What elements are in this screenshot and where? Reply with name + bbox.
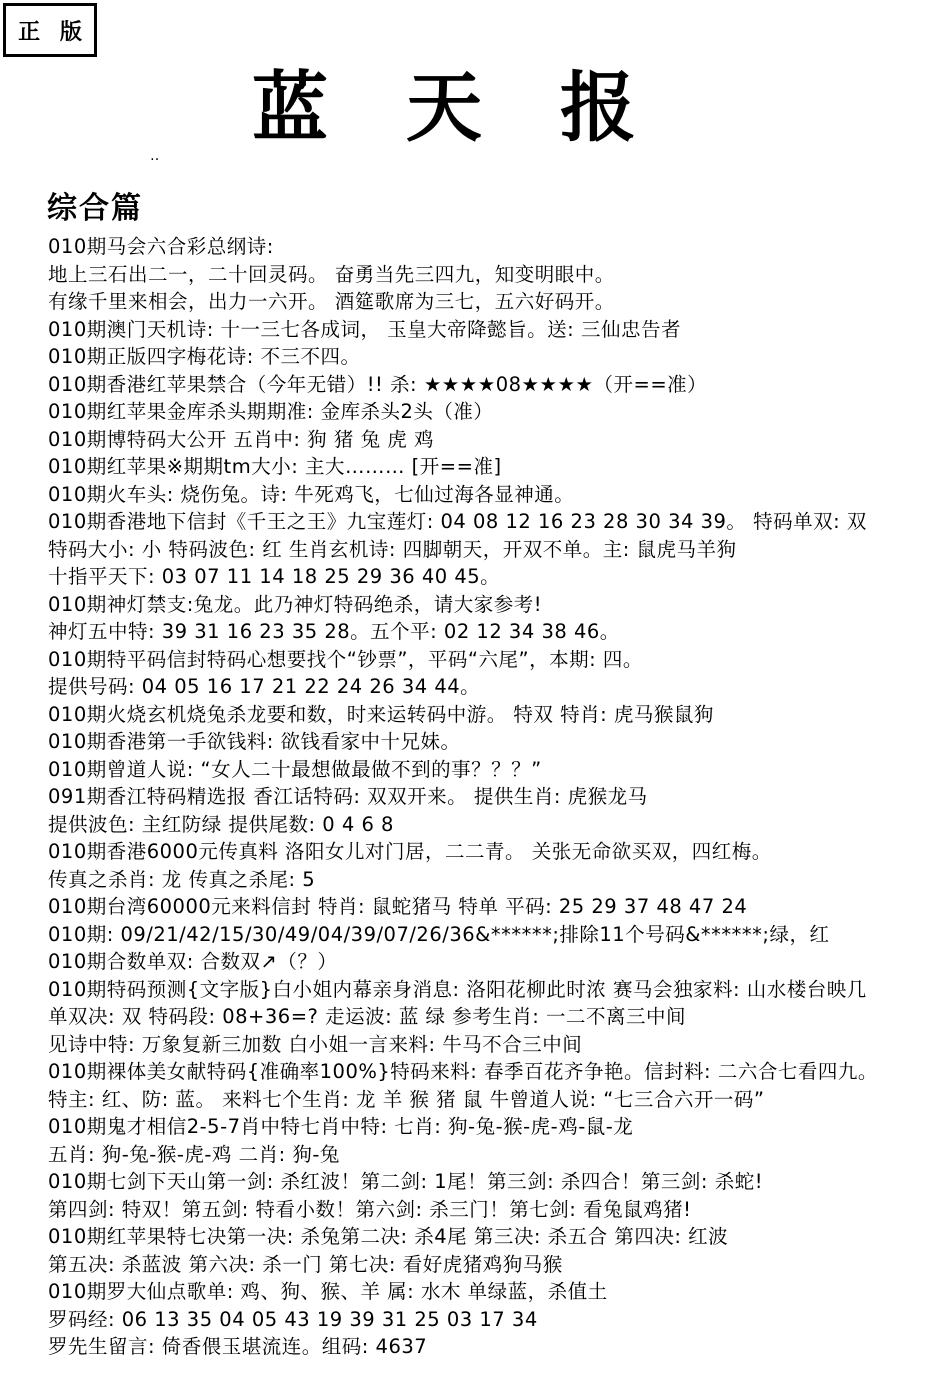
report-line: 010期火车头: 烧伤兔。诗: 牛死鸡飞，七仙过海各显神通。 [48,482,575,506]
report-line: 地上三石出二一，二十回灵码。 奋勇当先三四九，知变明眼中。 [48,262,615,286]
report-line: 有缘千里来相会，出力一六开。 酒筵歌席为三七，五六好码开。 [48,290,615,313]
report-line: 010期香港6000元传真料 洛阳女儿对门居，二二青。 关张无命欲买双，四红梅。 [48,840,772,863]
report-line: 010期罗大仙点歌单: 鸡、狗、猴、羊 属: 水木 单绿蓝，杀值土 [48,1280,608,1303]
report-line: 010期马会六合彩总纲诗: [48,235,274,258]
report-line: 010期正版四字梅花诗: 不三不四。 [48,345,361,368]
report-line: 罗码经: 06 13 35 04 05 43 19 39 31 25 03 17 34 [48,1307,538,1331]
report-line: 神灯五中特: 39 31 16 23 35 28。五个平: 02 12 34 38 46。 [48,620,620,643]
report-line: 罗先生留言: 倚香偎玉堪流连。组码: 4637 [48,1335,428,1358]
report-body [48,233,933,1361]
smudge-mark: ‥ [150,148,162,164]
report-line: 见诗中特: 万象复新三加数 白小姐一言来料: 牛马不合三中间 [48,1032,583,1056]
report-line: 传真之杀肖: 龙 传真之杀尾: 5 [48,867,316,891]
report-line: 010期红苹果金库杀头期期准: 金库杀头2头（准） [48,400,494,423]
report-line: 第五决: 杀蓝波 第六决: 杀一门 第七决: 看好虎猪鸡狗马猴 [48,1252,563,1276]
report-line: 十指平天下: 03 07 11 14 18 25 29 36 40 45。 [48,565,501,588]
report-line: 010期台湾60000元来料信封 特肖: 鼠蛇猪马 特单 平码: 25 29 37 48 47 24 [48,895,748,918]
edition-badge: 正 版 [3,3,97,57]
report-line: 010期香港地下信封《千王之王》九宝莲灯: 04 08 12 16 23 28 30 34 39。 特码单双: 双 [48,510,867,533]
report-line: 010期裸体美女献特码{准确率100%}特码来料: 春季百花齐争艳。信封料: 二六合七看四九。 [48,1060,878,1083]
report-line: 010期澳门天机诗: 十一三七各成词， 玉皇大帝降懿旨。送: 三仙忠告者 [48,317,681,341]
report-line: 010期香港第一手欲钱料: 欲钱看家中十兄妹。 [48,730,461,753]
report-line: 010期特码预测{文字版}白小姐内幕亲身消息: 洛阳花柳此时浓 赛马会独家料: 山水楼台映几 [48,977,867,1001]
report-line: 010期特平码信封特码心想要找个“钞票”，平码“六尾”，本期: 四。 [48,647,643,671]
report-line: 091期香江特码精选报 香江话特码: 双双开来。 提供生肖: 虎猴龙马 [48,785,648,808]
report-line: 010期红苹果※期期tm大小: 主大……… [开==准] [48,455,502,478]
report-line: 提供波色: 主红防绿 提供尾数: 0 4 6 8 [48,812,394,836]
report-line: 010期: 09/21/42/15/30/49/04/39/07/26/36&******;排除11个号码&******;绿，红 [48,922,830,946]
report-line: 010期博特码大公开 五肖中: 狗 猪 兔 虎 鸡 [48,427,434,451]
report-line: 单双决: 双 特码段: 08+36=? 走运波: 蓝 绿 参考生肖: 一二不离三中间 [48,1005,687,1028]
report-line: 010期神灯禁支:兔龙。此乃神灯特码绝杀，请大家参考! [48,592,543,616]
section-heading: 综合篇 [47,191,143,226]
report-line: 010期曾道人说: “女人二十最想做最做不到的事？？？” [48,757,542,781]
report-line: 010期七剑下天山第一剑: 杀红波！第二剑: 1尾！第三剑: 杀四合！第三剑: 杀蛇! [48,1170,764,1193]
report-line: 提供号码: 04 05 16 17 21 22 24 26 34 44。 [48,675,481,698]
report-line: 010期鬼才相信2-5-7肖中特七肖中特: 七肖: 狗-兔-猴-虎-鸡-鼠-龙 [48,1115,634,1138]
report-line: 010期合数单双: 合数双↗（？） [48,950,338,973]
report-line: 特主: 红、防: 蓝。 来料七个生肖: 龙 羊 猴 猪 鼠 牛曾道人说: “七三合六开一码” [48,1087,765,1111]
report-line: 010期火烧玄机烧兔杀龙要和数，时来运转码中游。 特双 特肖: 虎马猴鼠狗 [48,702,714,726]
report-title: 蓝天报 [252,63,714,152]
report-line: 五肖: 狗-兔-猴-虎-鸡 二肖: 狗-兔 [48,1142,340,1166]
report-line: 第四剑: 特双！第五剑: 特看小数！第六剑: 杀三门！第七剑: 看兔鼠鸡猪! [48,1197,692,1221]
report-line: 010期红苹果特七决第一决: 杀兔第二决: 杀4尾 第三决: 杀五合 第四决: 红波 [48,1225,729,1248]
report-line: 010期香港红苹果禁合（今年无错）!! 杀: ★★★★08★★★★（开==准） [48,372,708,396]
report-line: 特码大小: 小 特码波色: 红 生肖玄机诗: 四脚朝天，开双不单。主: 鼠虎马羊狗 [48,537,737,561]
